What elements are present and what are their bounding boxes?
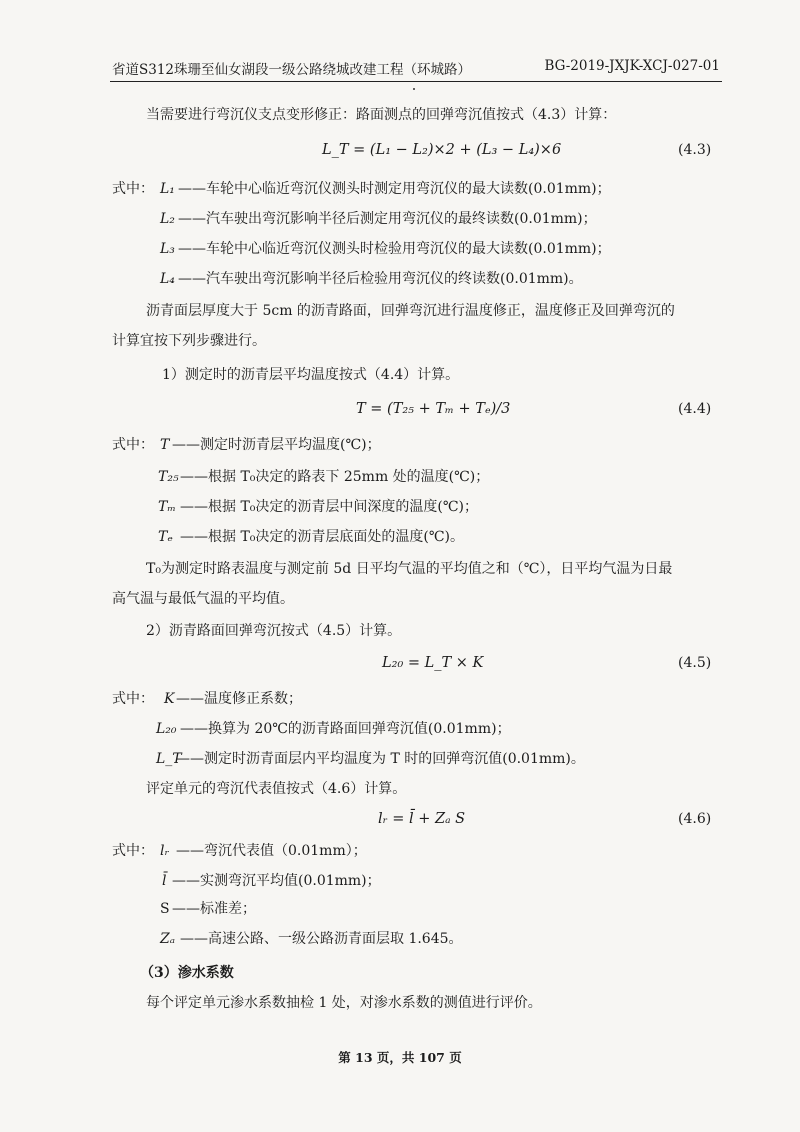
equation-number-4-3: (4.3) (678, 142, 712, 158)
header-project-title: 省道S312珠珊至仙女湖段一级公路绕城改建工程（环城路） (112, 62, 472, 78)
section-heading: （3）渗水系数 (140, 965, 234, 981)
var-definition: ——测定时沥青面层内平均温度为 T 时的回弹弯沉值(0.01mm)。 (176, 751, 585, 767)
paragraph-line: 每个评定单元渗水系数抽检 1 处，对渗水系数的测值进行评价。 (146, 995, 542, 1011)
var-symbol: L₂ (160, 211, 175, 227)
var-symbol: T₂₅ (158, 469, 179, 485)
var-symbol: L₂₀ (156, 721, 177, 737)
var-symbol: Tₘ (158, 499, 176, 515)
equation-number-4-4: (4.4) (678, 401, 712, 417)
step-heading: 1）测定时的沥青层平均温度按式（4.4）计算。 (162, 367, 460, 383)
var-definition: ——汽车驶出弯沉影响半径后检验用弯沉仪的终读数(0.01mm)。 (178, 271, 583, 287)
var-definition: ——根据 T₀决定的沥青层底面处的温度(℃)。 (180, 529, 464, 545)
equation-4-6: lᵣ = l̄ + Zₐ S (378, 811, 466, 827)
where-label: 式中： (112, 691, 154, 707)
equation-4-3: L_T = (L₁ − L₂)×2 + (L₃ − L₄)×6 (322, 142, 562, 158)
var-definition: ——换算为 20℃的沥青路面回弹弯沉值(0.01mm)； (180, 721, 511, 737)
where-label: 式中： (112, 437, 154, 453)
equation-number-4-6: (4.6) (678, 811, 712, 827)
header-report-number: BG-2019-JXJK-XCJ-027-01 (544, 58, 720, 74)
var-definition: ——弯沉代表值（0.01mm）； (176, 843, 367, 859)
var-symbol: Zₐ (160, 931, 175, 947)
var-definition: ——车轮中心临近弯沉仪测头时测定用弯沉仪的最大读数(0.01mm)； (178, 181, 611, 197)
step-heading: 2）沥青路面回弹弯沉按式（4.5）计算。 (146, 623, 402, 639)
var-symbol: L₁ (160, 181, 175, 197)
var-definition: ——温度修正系数； (176, 691, 302, 707)
var-definition: ——标准差； (172, 901, 256, 917)
var-symbol: T (160, 437, 170, 453)
page-header (112, 58, 720, 78)
var-definition: ——测定时沥青层平均温度(℃)； (172, 437, 381, 453)
equation-number-4-5: (4.5) (678, 655, 712, 671)
where-label: 式中： (112, 181, 154, 197)
var-symbol: S (160, 901, 170, 917)
paragraph-line: 评定单元的弯沉代表值按式（4.6）计算。 (146, 781, 407, 797)
var-definition: ——车轮中心临近弯沉仪测头时检验用弯沉仪的最大读数(0.01mm)； (178, 241, 611, 257)
var-definition: ——根据 T₀决定的路表下 25mm 处的温度(℃)； (180, 469, 490, 485)
var-symbol: L₄ (160, 271, 175, 287)
var-symbol: K (164, 691, 175, 707)
var-definition: ——根据 T₀决定的沥青层中间深度的温度(℃)； (180, 499, 478, 515)
var-definition: ——汽车驶出弯沉影响半径后测定用弯沉仪的最终读数(0.01mm)； (178, 211, 597, 227)
var-symbol: L₃ (160, 241, 175, 257)
paragraph-line: 沥青面层厚度大于 5cm 的沥青路面，回弹弯沉进行温度修正，温度修正及回弹弯沉的 (146, 303, 675, 319)
equation-4-4: T = (T₂₅ + Tₘ + Tₑ)/3 (356, 401, 511, 417)
var-definition: ——实测弯沉平均值(0.01mm)； (172, 873, 381, 889)
speck-dot (413, 88, 415, 90)
var-symbol: lᵣ (160, 843, 170, 859)
header-rule (110, 81, 722, 82)
equation-4-5: L₂₀ = L_T × K (382, 655, 484, 671)
where-label: 式中： (112, 843, 154, 859)
paragraph-line: 计算宜按下列步骤进行。 (112, 333, 266, 349)
var-symbol: Tₑ (158, 529, 173, 545)
paragraph-line: 高气温与最低气温的平均值。 (112, 591, 294, 607)
intro-line: 当需要进行弯沉仪支点变形修正：路面测点的回弹弯沉值按式（4.3）计算： (146, 107, 617, 123)
var-symbol: l̄ (162, 873, 167, 889)
page-footer: 第 13 页，共 107 页 (338, 1050, 462, 1065)
paragraph-line: T₀为测定时路表温度与测定前 5d 日平均气温的平均值之和（℃），日平均气温为日最 (146, 561, 673, 577)
var-definition: ——高速公路、一级公路沥青面层取 1.645。 (180, 931, 463, 947)
var-symbol: L_T (156, 751, 182, 767)
